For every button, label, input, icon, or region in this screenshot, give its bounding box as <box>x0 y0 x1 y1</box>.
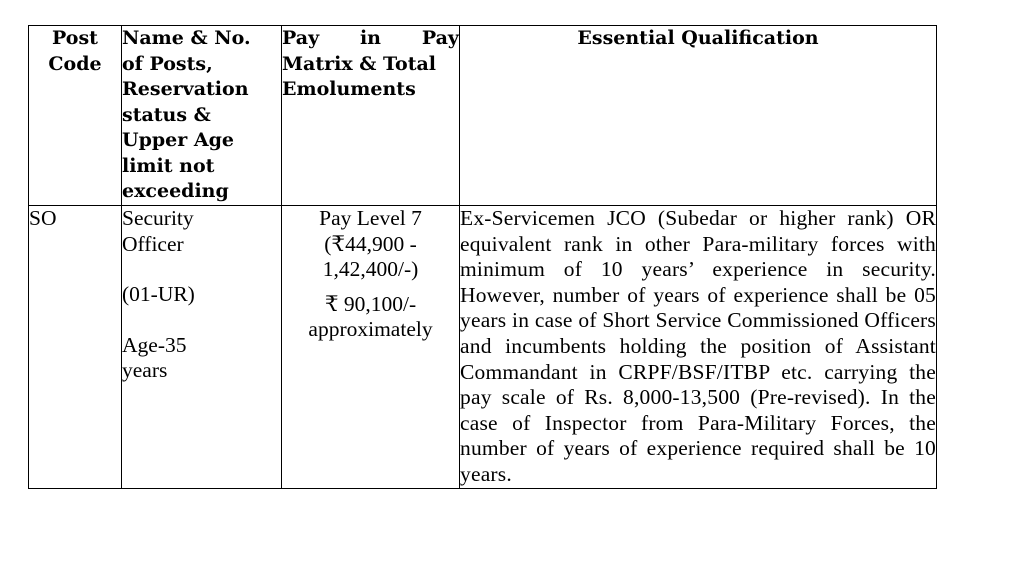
header-post-code-line: Code <box>48 52 102 75</box>
header-name-posts <box>122 26 282 206</box>
header-pay-line-1 <box>282 26 459 52</box>
total-emoluments-note: approximately <box>308 317 433 342</box>
header-pay-word: Pay <box>421 27 459 49</box>
spacer <box>282 283 459 292</box>
qualification-cell: Ex-Servicemen JCO (Subedar or higher rank) OR equivalent rank in other Para-military forces with minimum of 10 years’ experience in security. However, number of years of experience shall be 05 years in case of Short Service Commissioned Officers and incumbents holding the position of Assistant Commandant in CRPF/BSF/ITBP etc. carrying the pay scale of Rs. 8,000-13,500 (Pre-revised). In the case of Inspector from Para-Military Forces, the number of years of experience required shall be 10 years. <box>460 206 937 489</box>
header-pay-line: Emoluments <box>282 78 416 100</box>
header-name-line: Reservation <box>122 78 249 100</box>
pay-level: Pay Level 7 <box>319 206 422 230</box>
header-name-line: Name & No. <box>122 27 251 49</box>
header-name-line: Upper Age <box>122 129 234 151</box>
post-title-line: Officer <box>122 231 184 256</box>
post-code-cell: SO <box>29 206 122 489</box>
header-name-line: exceeding <box>122 180 229 202</box>
header-pay <box>282 26 460 206</box>
pay-range-line: (₹44,900 - <box>324 231 417 256</box>
header-name-line: limit not <box>122 154 215 177</box>
spacer <box>122 257 281 282</box>
header-row <box>29 26 937 206</box>
post-name-cell <box>122 206 282 489</box>
header-name-line: of Posts, <box>122 52 213 75</box>
post-count: (01-UR) <box>122 282 195 307</box>
header-pay-word: Pay <box>282 27 320 49</box>
header-name-line: status & <box>122 103 211 126</box>
header-qualification: Essential Qualification <box>460 26 937 206</box>
recruitment-table <box>28 25 937 489</box>
age-limit-line: years <box>122 358 168 383</box>
pay-cell <box>282 206 460 489</box>
pay-range-line: 1,42,400/-) <box>322 257 419 282</box>
post-title-line: Security <box>122 206 194 230</box>
header-post-code <box>29 26 122 206</box>
header-pay-line: Matrix & Total <box>282 52 436 75</box>
age-limit-line: Age-35 <box>122 332 187 357</box>
header-post-code-line: Post <box>52 27 98 49</box>
spacer <box>122 308 281 333</box>
table-row <box>29 206 937 489</box>
header-pay-word: in <box>359 27 382 49</box>
total-emoluments: ₹ 90,100/- <box>324 291 417 316</box>
